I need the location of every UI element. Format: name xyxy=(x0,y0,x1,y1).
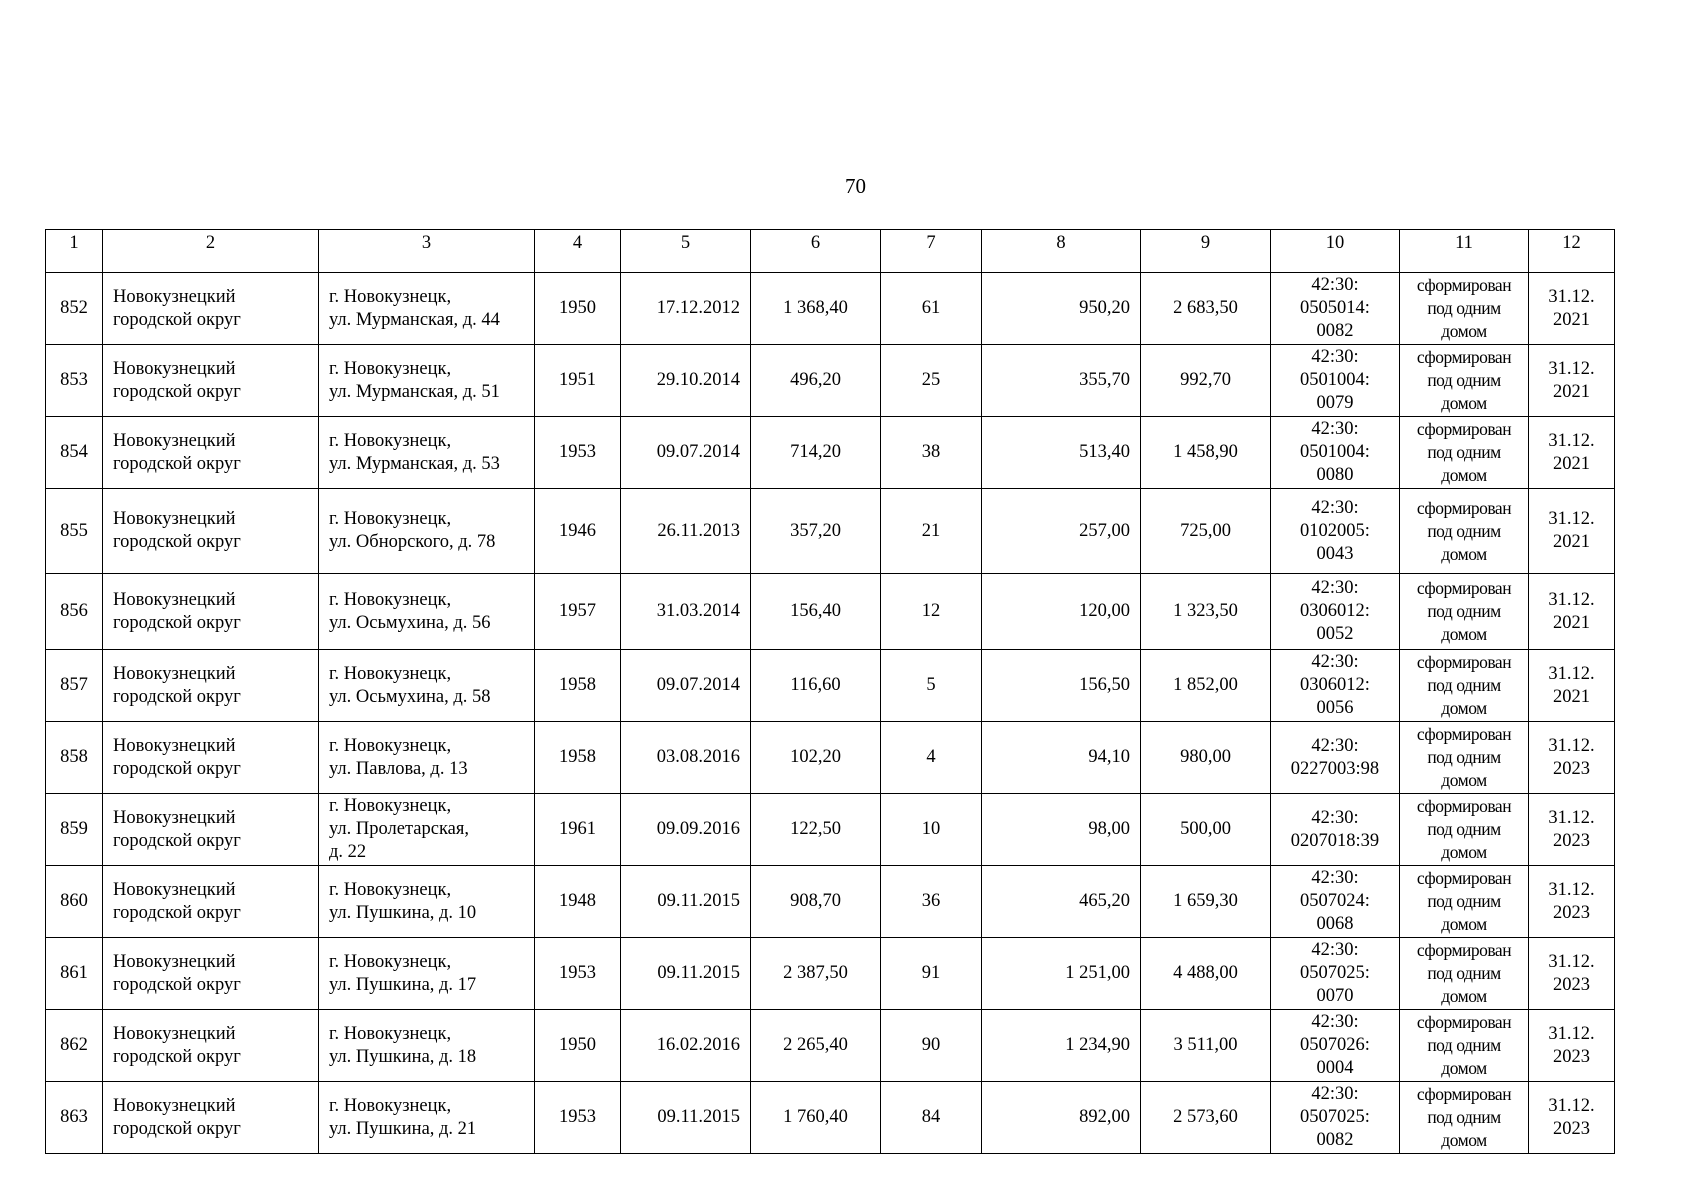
cell-row-number: 859 xyxy=(46,794,103,866)
cell-residents: 5 xyxy=(881,650,982,722)
housing-registry-table xyxy=(45,229,1615,1154)
cell-deadline: 31.12. 2021 xyxy=(1529,417,1615,489)
cell-year-built: 1958 xyxy=(535,722,621,794)
cell-land-status: сформирован под одним домом xyxy=(1400,1082,1529,1154)
cell-deadline: 31.12. 2023 xyxy=(1529,866,1615,938)
cell-address: г. Новокузнецк, ул. Пушкина, д. 10 xyxy=(319,866,535,938)
cell-land-area: 725,00 xyxy=(1141,489,1271,574)
cell-address: г. Новокузнецк, ул. Обнорского, д. 78 xyxy=(319,489,535,574)
cell-land-status: сформирован под одним домом xyxy=(1400,489,1529,574)
cell-row-number: 862 xyxy=(46,1010,103,1082)
cell-date: 09.07.2014 xyxy=(621,417,751,489)
cell-row-number: 863 xyxy=(46,1082,103,1154)
cell-land-area: 1 458,90 xyxy=(1141,417,1271,489)
cell-row-number: 852 xyxy=(46,273,103,345)
cell-year-built: 1950 xyxy=(535,1010,621,1082)
cell-municipality: Новокузнецкий городской округ xyxy=(103,273,319,345)
cell-year-built: 1958 xyxy=(535,650,621,722)
cell-municipality: Новокузнецкий городской округ xyxy=(103,866,319,938)
cell-cadastral-number: 42:30: 0507026: 0004 xyxy=(1271,1010,1400,1082)
cell-address: г. Новокузнецк, ул. Пушкина, д. 17 xyxy=(319,938,535,1010)
cell-land-area: 980,00 xyxy=(1141,722,1271,794)
cell-year-built: 1951 xyxy=(535,345,621,417)
cell-living-area: 465,20 xyxy=(982,866,1141,938)
cell-total-area: 156,40 xyxy=(751,574,881,650)
cell-cadastral-number: 42:30: 0501004: 0079 xyxy=(1271,345,1400,417)
cell-land-status: сформирован под одним домом xyxy=(1400,866,1529,938)
cell-cadastral-number: 42:30: 0227003:98 xyxy=(1271,722,1400,794)
cell-land-area: 1 852,00 xyxy=(1141,650,1271,722)
cell-row-number: 855 xyxy=(46,489,103,574)
column-number-header: 12 xyxy=(1529,230,1615,273)
cell-year-built: 1948 xyxy=(535,866,621,938)
cell-land-area: 3 511,00 xyxy=(1141,1010,1271,1082)
cell-land-status: сформирован под одним домом xyxy=(1400,574,1529,650)
cell-date: 09.11.2015 xyxy=(621,938,751,1010)
cell-residents: 21 xyxy=(881,489,982,574)
cell-address: г. Новокузнецк, ул. Пушкина, д. 21 xyxy=(319,1082,535,1154)
table-row xyxy=(46,722,1615,794)
cell-cadastral-number: 42:30: 0505014: 0082 xyxy=(1271,273,1400,345)
cell-residents: 84 xyxy=(881,1082,982,1154)
column-number-header: 9 xyxy=(1141,230,1271,273)
table-row xyxy=(46,938,1615,1010)
cell-residents: 4 xyxy=(881,722,982,794)
cell-land-status: сформирован под одним домом xyxy=(1400,417,1529,489)
column-number-header: 6 xyxy=(751,230,881,273)
cell-land-status: сформирован под одним домом xyxy=(1400,794,1529,866)
cell-total-area: 122,50 xyxy=(751,794,881,866)
cell-residents: 10 xyxy=(881,794,982,866)
cell-year-built: 1946 xyxy=(535,489,621,574)
cell-row-number: 856 xyxy=(46,574,103,650)
column-number-header: 5 xyxy=(621,230,751,273)
cell-living-area: 950,20 xyxy=(982,273,1141,345)
cell-cadastral-number: 42:30: 0306012: 0052 xyxy=(1271,574,1400,650)
cell-land-area: 1 659,30 xyxy=(1141,866,1271,938)
cell-address: г. Новокузнецк, ул. Мурманская, д. 44 xyxy=(319,273,535,345)
cell-municipality: Новокузнецкий городской округ xyxy=(103,489,319,574)
cell-municipality: Новокузнецкий городской округ xyxy=(103,417,319,489)
table-row xyxy=(46,273,1615,345)
cell-total-area: 908,70 xyxy=(751,866,881,938)
cell-total-area: 2 387,50 xyxy=(751,938,881,1010)
cell-date: 26.11.2013 xyxy=(621,489,751,574)
column-number-header: 4 xyxy=(535,230,621,273)
cell-address: г. Новокузнецк, ул. Мурманская, д. 51 xyxy=(319,345,535,417)
cell-row-number: 861 xyxy=(46,938,103,1010)
cell-address: г. Новокузнецк, ул. Мурманская, д. 53 xyxy=(319,417,535,489)
cell-deadline: 31.12. 2021 xyxy=(1529,574,1615,650)
cell-living-area: 355,70 xyxy=(982,345,1141,417)
column-number-header: 7 xyxy=(881,230,982,273)
table-row xyxy=(46,794,1615,866)
cell-date: 17.12.2012 xyxy=(621,273,751,345)
cell-land-area: 2 573,60 xyxy=(1141,1082,1271,1154)
cell-row-number: 853 xyxy=(46,345,103,417)
cell-row-number: 860 xyxy=(46,866,103,938)
cell-total-area: 116,60 xyxy=(751,650,881,722)
cell-living-area: 94,10 xyxy=(982,722,1141,794)
cell-date: 03.08.2016 xyxy=(621,722,751,794)
cell-total-area: 1 760,40 xyxy=(751,1082,881,1154)
cell-total-area: 714,20 xyxy=(751,417,881,489)
cell-total-area: 357,20 xyxy=(751,489,881,574)
cell-deadline: 31.12. 2023 xyxy=(1529,1082,1615,1154)
cell-land-status: сформирован под одним домом xyxy=(1400,938,1529,1010)
cell-cadastral-number: 42:30: 0501004: 0080 xyxy=(1271,417,1400,489)
cell-address: г. Новокузнецк, ул. Осьмухина, д. 56 xyxy=(319,574,535,650)
cell-total-area: 102,20 xyxy=(751,722,881,794)
cell-land-status: сформирован под одним домом xyxy=(1400,1010,1529,1082)
cell-address: г. Новокузнецк, ул. Пушкина, д. 18 xyxy=(319,1010,535,1082)
table-row xyxy=(46,650,1615,722)
table-row xyxy=(46,417,1615,489)
table-row xyxy=(46,345,1615,417)
cell-deadline: 31.12. 2021 xyxy=(1529,650,1615,722)
cell-deadline: 31.12. 2021 xyxy=(1529,273,1615,345)
cell-residents: 36 xyxy=(881,866,982,938)
cell-municipality: Новокузнецкий городской округ xyxy=(103,345,319,417)
cell-municipality: Новокузнецкий городской округ xyxy=(103,794,319,866)
column-number-header: 2 xyxy=(103,230,319,273)
cell-land-area: 992,70 xyxy=(1141,345,1271,417)
cell-living-area: 892,00 xyxy=(982,1082,1141,1154)
table-row xyxy=(46,866,1615,938)
cell-cadastral-number: 42:30: 0207018:39 xyxy=(1271,794,1400,866)
cell-living-area: 120,00 xyxy=(982,574,1141,650)
cell-deadline: 31.12. 2023 xyxy=(1529,722,1615,794)
cell-residents: 61 xyxy=(881,273,982,345)
cell-land-status: сформирован под одним домом xyxy=(1400,345,1529,417)
cell-date: 09.11.2015 xyxy=(621,1082,751,1154)
cell-municipality: Новокузнецкий городской округ xyxy=(103,938,319,1010)
cell-municipality: Новокузнецкий городской округ xyxy=(103,722,319,794)
cell-municipality: Новокузнецкий городской округ xyxy=(103,574,319,650)
cell-municipality: Новокузнецкий городской округ xyxy=(103,650,319,722)
cell-cadastral-number: 42:30: 0507024: 0068 xyxy=(1271,866,1400,938)
cell-land-area: 4 488,00 xyxy=(1141,938,1271,1010)
cell-deadline: 31.12. 2023 xyxy=(1529,794,1615,866)
cell-cadastral-number: 42:30: 0507025: 0070 xyxy=(1271,938,1400,1010)
cell-year-built: 1950 xyxy=(535,273,621,345)
cell-date: 31.03.2014 xyxy=(621,574,751,650)
cell-date: 09.11.2015 xyxy=(621,866,751,938)
cell-date: 09.09.2016 xyxy=(621,794,751,866)
cell-address: г. Новокузнецк, ул. Пролетарская, д. 22 xyxy=(319,794,535,866)
cell-total-area: 496,20 xyxy=(751,345,881,417)
cell-living-area: 156,50 xyxy=(982,650,1141,722)
cell-cadastral-number: 42:30: 0306012: 0056 xyxy=(1271,650,1400,722)
table-row xyxy=(46,1010,1615,1082)
cell-residents: 90 xyxy=(881,1010,982,1082)
cell-row-number: 854 xyxy=(46,417,103,489)
cell-deadline: 31.12. 2021 xyxy=(1529,345,1615,417)
cell-address: г. Новокузнецк, ул. Осьмухина, д. 58 xyxy=(319,650,535,722)
column-number-header: 1 xyxy=(46,230,103,273)
cell-residents: 25 xyxy=(881,345,982,417)
column-number-header: 3 xyxy=(319,230,535,273)
cell-living-area: 1 251,00 xyxy=(982,938,1141,1010)
cell-deadline: 31.12. 2021 xyxy=(1529,489,1615,574)
cell-municipality: Новокузнецкий городской округ xyxy=(103,1010,319,1082)
cell-land-area: 1 323,50 xyxy=(1141,574,1271,650)
page-number: 70 xyxy=(845,174,866,198)
column-number-header: 11 xyxy=(1400,230,1529,273)
cell-residents: 38 xyxy=(881,417,982,489)
cell-date: 29.10.2014 xyxy=(621,345,751,417)
cell-land-status: сформирован под одним домом xyxy=(1400,273,1529,345)
column-number-row xyxy=(46,230,1615,273)
column-number-header: 10 xyxy=(1271,230,1400,273)
table-body xyxy=(46,230,1615,1154)
cell-deadline: 31.12. 2023 xyxy=(1529,1010,1615,1082)
cell-year-built: 1957 xyxy=(535,574,621,650)
cell-residents: 91 xyxy=(881,938,982,1010)
cell-land-status: сформирован под одним домом xyxy=(1400,650,1529,722)
cell-living-area: 513,40 xyxy=(982,417,1141,489)
cell-address: г. Новокузнецк, ул. Павлова, д. 13 xyxy=(319,722,535,794)
cell-living-area: 257,00 xyxy=(982,489,1141,574)
cell-row-number: 858 xyxy=(46,722,103,794)
table-row xyxy=(46,489,1615,574)
cell-total-area: 1 368,40 xyxy=(751,273,881,345)
cell-total-area: 2 265,40 xyxy=(751,1010,881,1082)
cell-land-area: 2 683,50 xyxy=(1141,273,1271,345)
cell-date: 09.07.2014 xyxy=(621,650,751,722)
cell-year-built: 1953 xyxy=(535,1082,621,1154)
cell-row-number: 857 xyxy=(46,650,103,722)
cell-deadline: 31.12. 2023 xyxy=(1529,938,1615,1010)
table-row xyxy=(46,574,1615,650)
cell-year-built: 1953 xyxy=(535,417,621,489)
cell-year-built: 1953 xyxy=(535,938,621,1010)
cell-land-area: 500,00 xyxy=(1141,794,1271,866)
cell-cadastral-number: 42:30: 0507025: 0082 xyxy=(1271,1082,1400,1154)
cell-land-status: сформирован под одним домом xyxy=(1400,722,1529,794)
column-number-header: 8 xyxy=(982,230,1141,273)
cell-year-built: 1961 xyxy=(535,794,621,866)
cell-cadastral-number: 42:30: 0102005: 0043 xyxy=(1271,489,1400,574)
cell-municipality: Новокузнецкий городской округ xyxy=(103,1082,319,1154)
cell-living-area: 1 234,90 xyxy=(982,1010,1141,1082)
cell-date: 16.02.2016 xyxy=(621,1010,751,1082)
cell-living-area: 98,00 xyxy=(982,794,1141,866)
cell-residents: 12 xyxy=(881,574,982,650)
table-row xyxy=(46,1082,1615,1154)
